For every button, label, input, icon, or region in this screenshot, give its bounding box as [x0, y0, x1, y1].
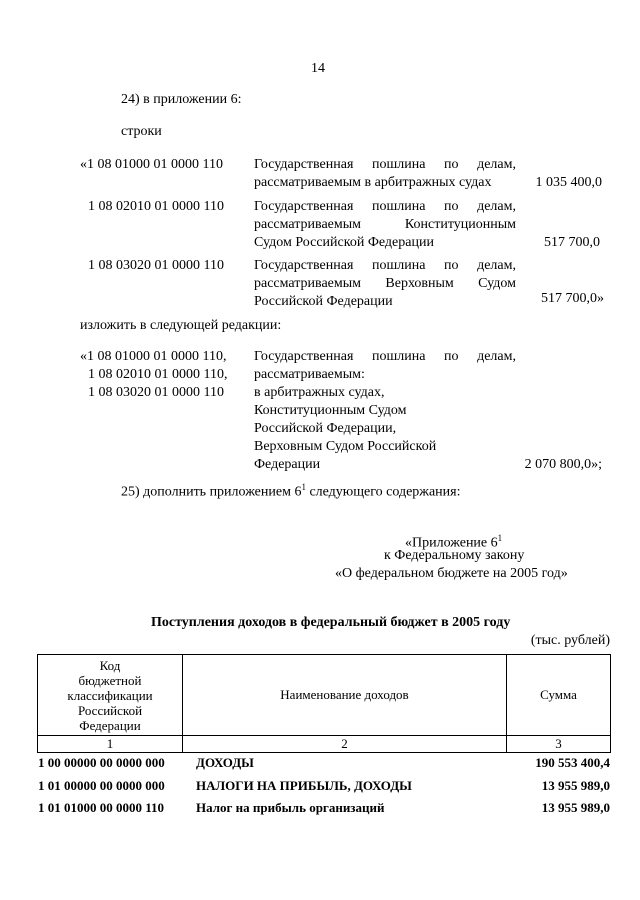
row-code: 1 01 01000 00 0000 110 — [38, 800, 165, 815]
row-code: 1 01 00000 00 0000 000 — [38, 778, 165, 793]
header-sum: Сумма — [507, 655, 611, 736]
row-amount: 190 553 400,4 — [535, 755, 610, 770]
item-25-text-before: 25) дополнить приложением 6 — [121, 484, 302, 500]
old-row-description — [254, 156, 516, 192]
header-code-line: Код — [99, 657, 121, 673]
description-line: Верховным Судом Российской — [254, 439, 437, 454]
item-24-intro: 24) в приложении 6: — [121, 92, 242, 107]
description-line: Российской Федерации — [254, 294, 393, 309]
table-title: Поступления доходов в федеральный бюджет в 2005 году — [151, 615, 511, 630]
old-row-code: 1 08 02010 01 0000 110 — [88, 199, 224, 214]
old-row-code: «1 08 01000 01 0000 110 — [80, 157, 223, 172]
row-name: ДОХОДЫ — [196, 755, 254, 770]
appendix-label: «Приложение 6 — [405, 535, 498, 551]
header-code-line: Российской — [77, 702, 143, 718]
description-line: в арбитражных судах, — [254, 385, 385, 400]
column-number: 2 — [183, 736, 507, 753]
row-amount: 13 955 989,0 — [541, 778, 610, 793]
budget-table — [37, 654, 611, 753]
old-row-description — [254, 198, 516, 252]
header-code-line: бюджетной — [78, 672, 142, 688]
column-number: 3 — [507, 736, 611, 753]
description-line: Российской Федерации, — [254, 421, 397, 436]
new-row-code: «1 08 01000 01 0000 110, — [80, 349, 227, 364]
old-row-amount: 517 700,0 — [544, 235, 600, 250]
description-line: рассматриваемым Верховным Судом — [254, 276, 516, 291]
new-row-code: 1 08 02010 01 0000 110, — [88, 367, 228, 382]
description-line: Федерации — [254, 457, 321, 472]
column-number: 1 — [38, 736, 183, 753]
header-code — [38, 655, 183, 736]
item-25-text-after: следующего содержания: — [305, 484, 461, 500]
description-line: Судом Российской Федерации — [254, 235, 434, 250]
header-code-line: Федерации — [79, 717, 141, 733]
new-row-description — [254, 348, 516, 474]
description-line: Государственная пошлина по делам, — [254, 199, 516, 214]
item-25-text — [121, 478, 461, 502]
units-label: (тыс. рублей) — [530, 633, 610, 648]
new-row-code: 1 08 03020 01 0000 110 — [88, 385, 224, 400]
table-header-row — [38, 655, 611, 736]
old-row-amount: 517 700,0» — [541, 291, 604, 306]
appendix-line-2: к Федеральному закону — [384, 548, 525, 563]
description-line: рассматриваемым Конституционным — [254, 217, 516, 232]
old-row-amount: 1 035 400,0 — [535, 175, 602, 190]
row-code: 1 00 00000 00 0000 000 — [38, 755, 165, 770]
rows-word: строки — [121, 124, 162, 139]
row-name: НАЛОГИ НА ПРИБЫЛЬ, ДОХОДЫ — [196, 778, 412, 793]
restate-text: изложить в следующей редакции: — [80, 318, 282, 333]
header-name: Наименование доходов — [183, 655, 507, 736]
description-line: Государственная пошлина по делам, — [254, 157, 516, 172]
row-name: Налог на прибыль организаций — [196, 800, 385, 815]
appendix-superscript: 1 — [497, 533, 503, 543]
description-line: Государственная пошлина по делам, — [254, 349, 516, 364]
description-line: Государственная пошлина по делам, — [254, 258, 516, 273]
table-row — [38, 800, 612, 816]
new-row-amount: 2 070 800,0»; — [524, 457, 602, 472]
header-code-line: классификации — [67, 687, 153, 703]
table-row — [38, 755, 612, 771]
description-line: рассматриваемым: — [254, 367, 365, 382]
old-row-code: 1 08 03020 01 0000 110 — [88, 258, 224, 273]
row-amount: 13 955 989,0 — [541, 800, 610, 815]
old-row-description — [254, 257, 516, 311]
item-25-superscript: 1 — [301, 482, 306, 492]
new-row-codes — [80, 348, 227, 402]
description-line: Конституционным Судом — [254, 403, 407, 418]
table-row — [38, 778, 612, 794]
page-number: 14 — [311, 61, 325, 76]
description-line: рассматриваемым в арбитражных судах — [254, 175, 492, 190]
column-number-row — [38, 736, 611, 753]
appendix-line-3: «О федеральном бюджете на 2005 год» — [335, 566, 568, 581]
